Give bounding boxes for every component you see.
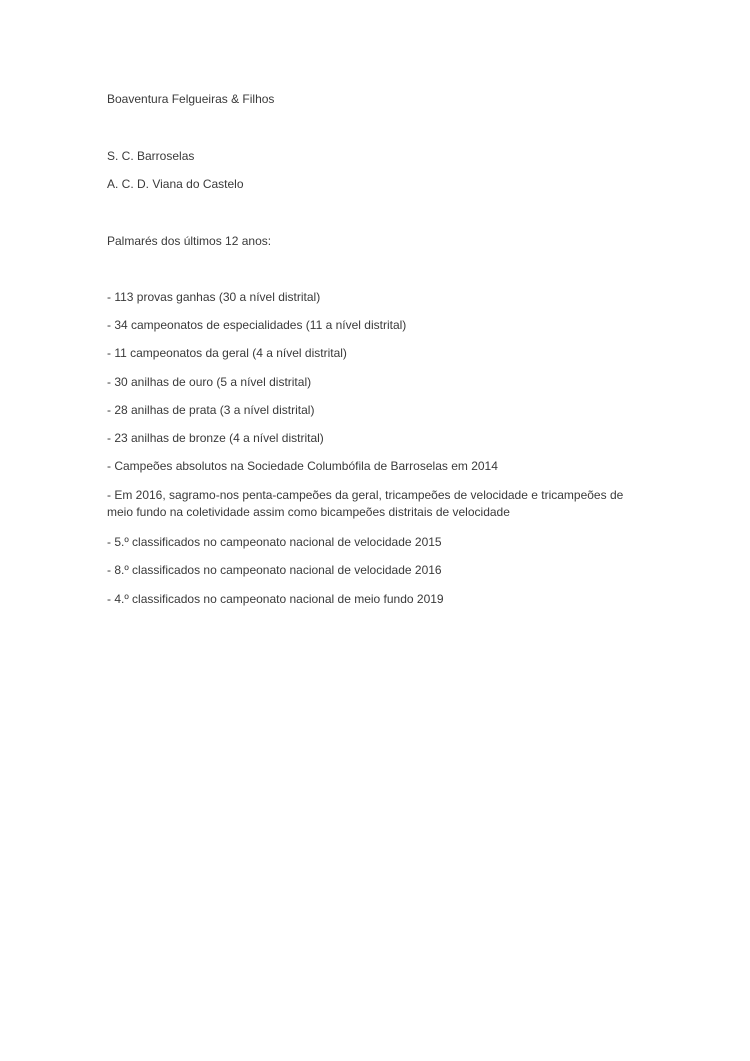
palmares-title: Palmarés dos últimos 12 anos:	[107, 234, 272, 248]
palmares-item: - 11 campeonatos da geral (4 a nível distrital)	[107, 346, 347, 360]
palmares-item: - Em 2016, sagramo-nos penta-campeões da geral, tricampeões de velocidade e tricampeões de meio fundo na coletividade assim como bicampeões distritais de velocidade	[107, 488, 624, 519]
palmares-item: - 4.º classificados no campeonato nacional de meio fundo 2019	[107, 592, 444, 606]
palmares-item: - 30 anilhas de ouro (5 a nível distrital)	[107, 375, 312, 389]
palmares-item: - Campeões absolutos na Sociedade Columbófila de Barroselas em 2014	[107, 459, 498, 473]
owner-name: Boaventura Felgueiras & Filhos	[107, 92, 275, 106]
palmares-item: - 5.º classificados no campeonato nacional de velocidade 2015	[107, 535, 442, 549]
palmares-item: - 34 campeonatos de especialidades (11 a nível distrital)	[107, 318, 407, 332]
palmares-item: - 28 anilhas de prata (3 a nível distrital)	[107, 403, 315, 417]
palmares-item: - 113 provas ganhas (30 a nível distrital)	[107, 290, 321, 304]
palmares-item: - 23 anilhas de bronze (4 a nível distrital)	[107, 431, 324, 445]
club-name: S. C. Barroselas	[107, 149, 195, 163]
palmares-item: - 8.º classificados no campeonato nacional de velocidade 2016	[107, 563, 442, 577]
club-name: A. C. D. Viana do Castelo	[107, 177, 244, 191]
